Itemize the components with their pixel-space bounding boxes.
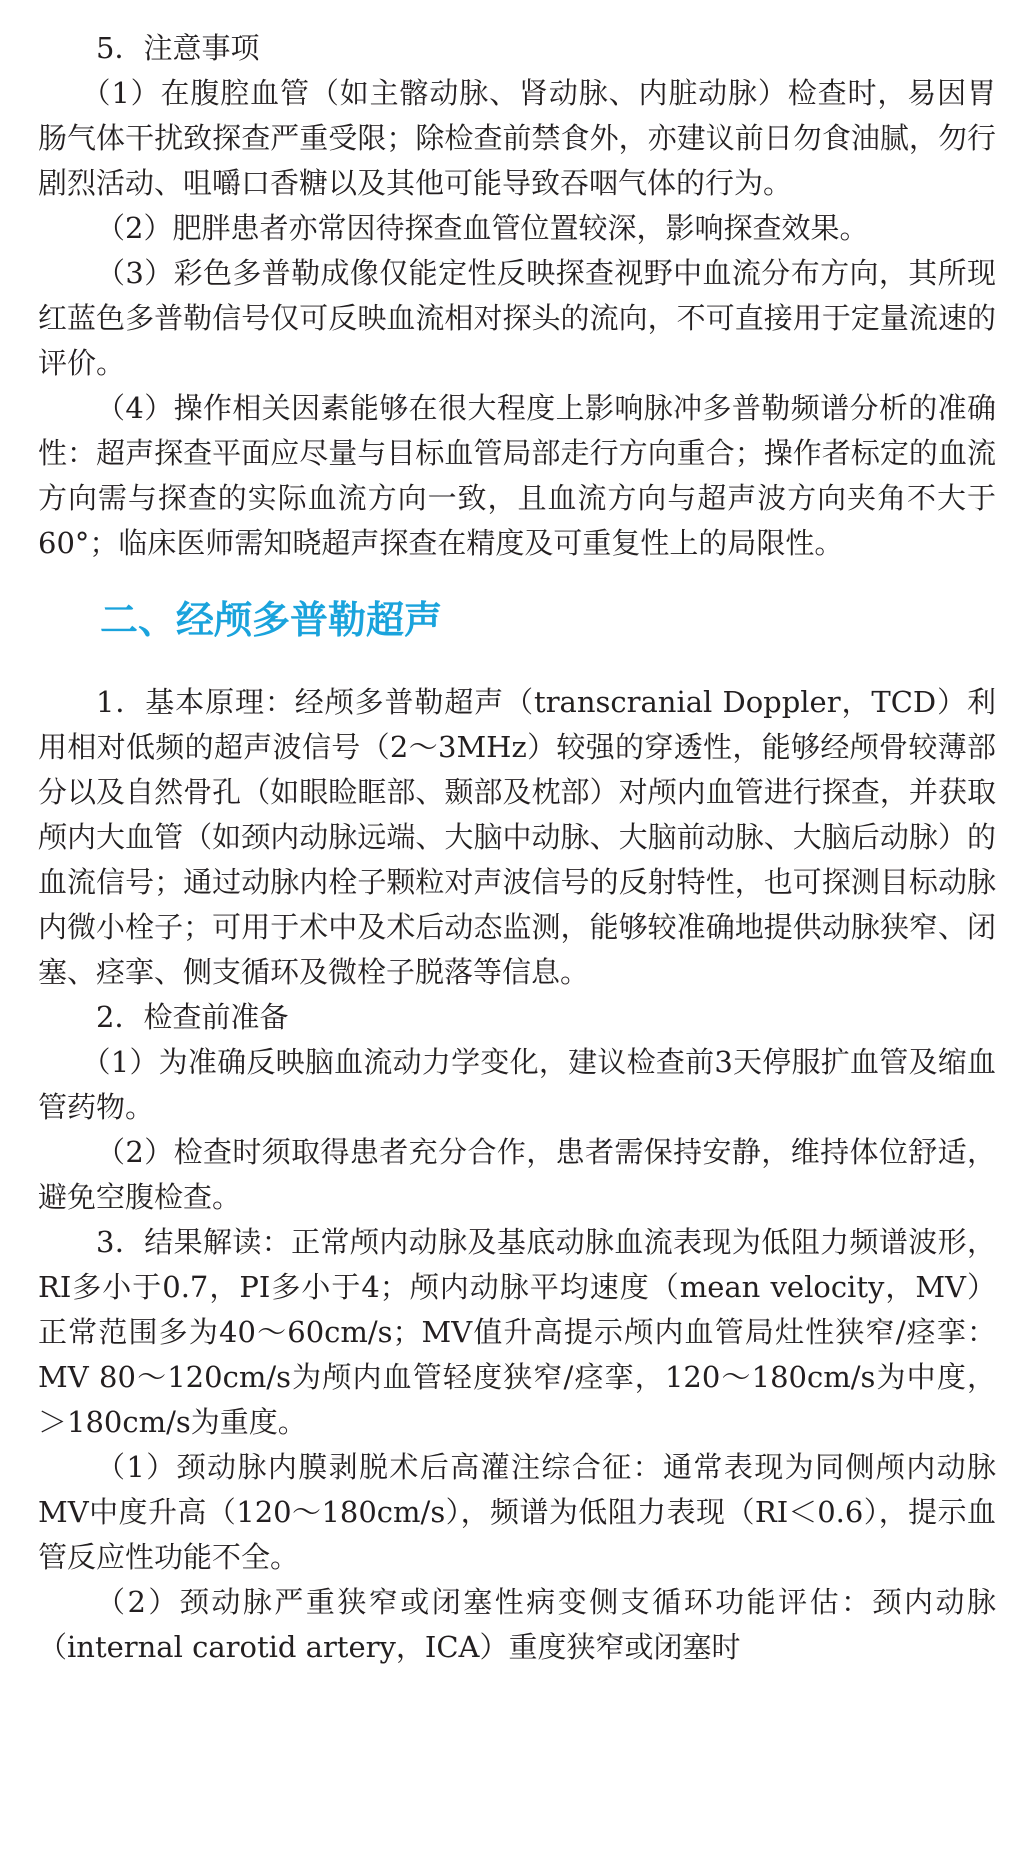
- tcd-result-item-1: （1）颈动脉内膜剥脱术后高灌注综合征：通常表现为同侧颅内动脉MV中度升高（120～180cm/s），频谱为低阻力表现（RI＜0.6），提示血管反应性功能不全。: [38, 1450, 996, 1574]
- tcd-results: 3．结果解读：正常颅内动脉及基底动脉血流表现为低阻力频谱波形，RI多小于0.7，PI多小于4；颅内动脉平均速度（mean velocity，MV）正常范围多为40～60cm/s；MV值升高提示颅内血管局灶性狭窄/痉挛：MV 80～120cm/s为颅内血管轻度狭窄/痉挛，120～180cm/s为中度，＞180cm/s为重度。: [38, 1225, 996, 1439]
- section5-item-3: （3）彩色多普勒成像仅能定性反映探查视野中血流分布方向，其所现红蓝色多普勒信号仅可反映血流相对探头的流向，不可直接用于定量流速的评价。: [38, 256, 996, 380]
- section5-heading: 5．注意事项: [96, 31, 260, 65]
- tcd-result-item-2: （2）颈动脉严重狭窄或闭塞性病变侧支循环功能评估：颈内动脉（internal carotid artery，ICA）重度狭窄或闭塞时: [38, 1585, 996, 1664]
- section5-item-2: （2）肥胖患者亦常因待探查血管位置较深，影响探查效果。: [96, 211, 869, 245]
- document-page: [38, 26, 996, 1670]
- tcd-prep-item-2: （2）检查时须取得患者充分合作，患者需保持安静，维持体位舒适，避免空腹检查。: [38, 1135, 996, 1214]
- section5-item-1: （1）在腹腔血管（如主髂动脉、肾动脉、内脏动脉）检查时，易因胃肠气体干扰致探查严重受限；除检查前禁食外，亦建议前日勿食油腻，勿行剧烈活动、咀嚼口香糖以及其他可能导致吞咽气体的行为。: [38, 76, 996, 200]
- section5-item-4: （4）操作相关因素能够在很大程度上影响脉冲多普勒频谱分析的准确性：超声探查平面应尽量与目标血管局部走行方向重合；操作者标定的血流方向需与探查的实际血流方向一致，且血流方向与超声波方向夹角不大于60°；临床医师需知晓超声探查在精度及可重复性上的局限性。: [38, 391, 996, 560]
- tcd-prep-heading: 2．检查前准备: [96, 1000, 289, 1034]
- tcd-prep-item-1: （1）为准确反映脑血流动力学变化，建议检查前3天停服扩血管及缩血管药物。: [38, 1045, 996, 1124]
- section-title-tcd: 二、经颅多普勒超声: [100, 598, 443, 642]
- tcd-principle: 1．基本原理：经颅多普勒超声（transcranial Doppler，TCD）利用相对低频的超声波信号（2～3MHz）较强的穿透性，能够经颅骨较薄部分以及自然骨孔（如眼睑眶部、颞部及枕部）对颅内血管进行探查，并获取颅内大血管（如颈内动脉远端、大脑中动脉、大脑前动脉、大脑后动脉）的血流信号；通过动脉内栓子颗粒对声波信号的反射特性，也可探测目标动脉内微小栓子；可用于术中及术后动态监测，能够较准确地提供动脉狭窄、闭塞、痉挛、侧支循环及微栓子脱落等信息。: [38, 685, 996, 989]
